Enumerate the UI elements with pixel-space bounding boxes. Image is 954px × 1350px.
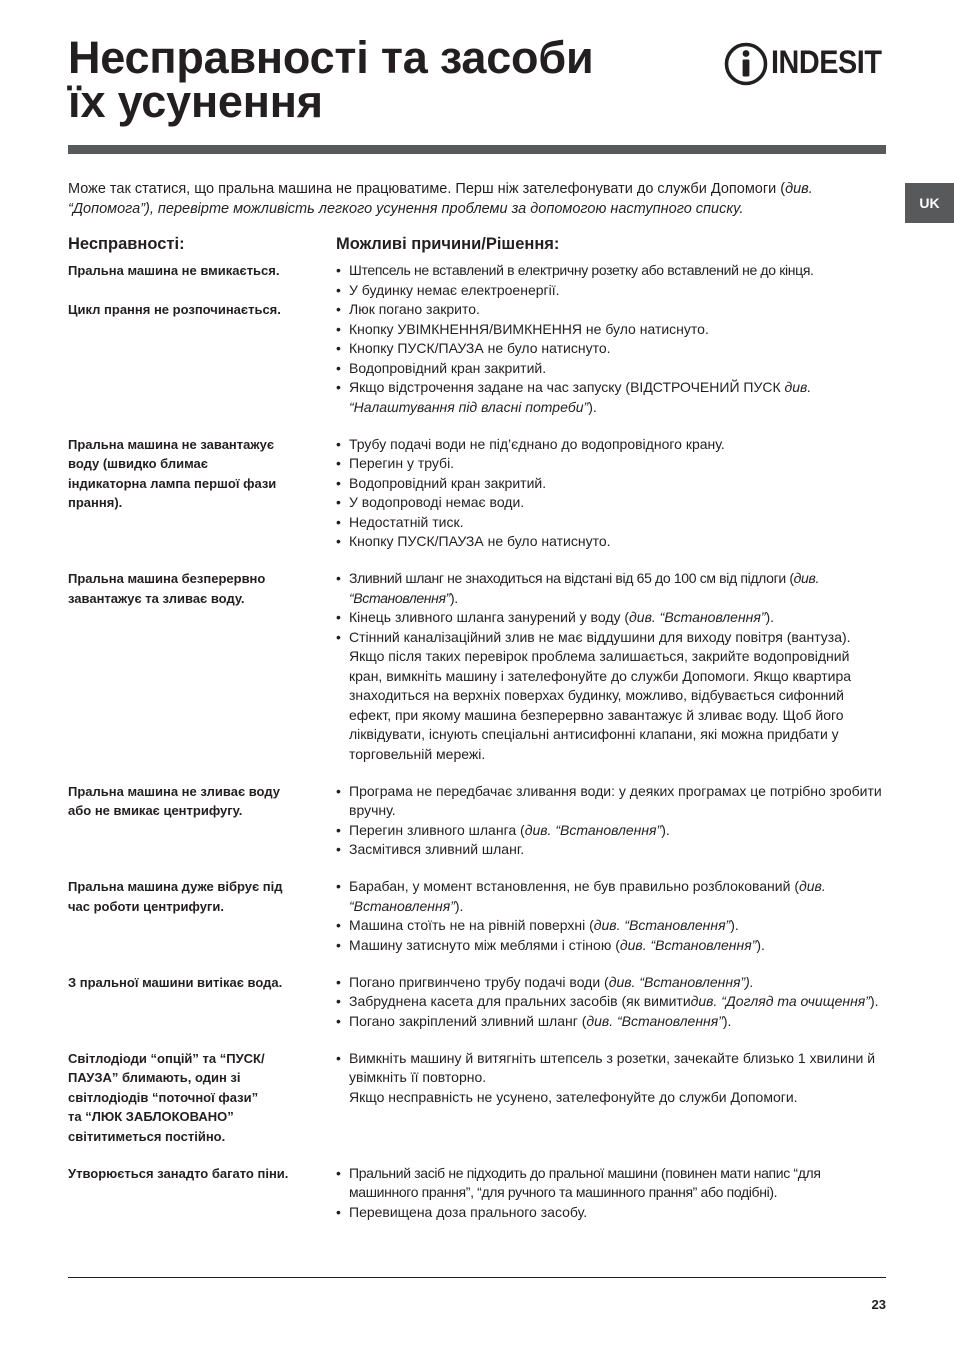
cause-text	[349, 1012, 883, 1032]
cause-list	[336, 973, 883, 1032]
problem-text: З пральної машини витікає вода.	[68, 974, 283, 990]
cause-text	[349, 454, 883, 474]
text-segment: Програма не передбачає зливання води: у деяких програмах це потрібно зробити вручну.	[349, 782, 882, 818]
bullet-icon: •	[336, 570, 341, 586]
cause-text	[349, 513, 883, 533]
cross-reference: див. “Догляд та очищення”	[690, 993, 870, 1009]
problem-text: Пральна машина дуже вібрує під час роботи центрифуги.	[68, 879, 283, 914]
cause-text	[349, 628, 883, 648]
text-segment: Якщо несправність не усунено, зателефонуйте до служби Допомоги.	[349, 1088, 798, 1105]
cause-list	[336, 435, 883, 552]
bullet-icon: •	[336, 301, 341, 317]
cause-item	[336, 877, 883, 916]
text-segment: Перевищена доза прального засобу.	[349, 1203, 588, 1220]
bullet-icon: •	[336, 841, 341, 857]
text-segment: Кнопку ПУСК/ПАУЗА не було натиснуто.	[349, 533, 611, 549]
cross-reference: див. “Допомога”), перевірте можливість легкого усунення проблеми за допомогою наступного списку.	[68, 181, 813, 217]
cause-item	[336, 300, 883, 320]
cause-text	[349, 973, 883, 993]
bullet-icon: •	[336, 993, 341, 1009]
cross-reference: див. “Встановлення”	[619, 936, 757, 953]
cause-item	[336, 992, 883, 1012]
cause-text	[349, 339, 883, 359]
cause-item	[336, 261, 883, 281]
cause-item	[336, 474, 883, 494]
text-segment: Засмітився зливний шланг.	[349, 841, 525, 857]
brand-name: INDESIT	[771, 44, 882, 80]
problem-text: Утворюється занадто багато піни.	[68, 1165, 289, 1181]
bullet-icon: •	[336, 1012, 341, 1029]
cross-reference: див. “Встановлення”).	[608, 973, 754, 990]
bullet-icon: •	[336, 1164, 341, 1181]
text-segment: Люк погано закрито.	[349, 301, 480, 317]
cause-item	[336, 569, 883, 608]
bullet-icon: •	[336, 782, 341, 799]
text-segment: ).	[869, 993, 879, 1009]
bullet-icon: •	[336, 609, 341, 625]
text-segment: ).	[765, 609, 775, 625]
text-segment: Погано пригвинчено трубу подачі води (	[349, 973, 609, 990]
troubleshooting-row	[68, 877, 886, 955]
cause-item	[336, 281, 883, 301]
cross-reference: див. “Встановлення”	[586, 1012, 723, 1029]
text-segment: Трубу подачі води не під’єднано до водопровідного крану.	[349, 435, 725, 452]
cause-text	[349, 877, 883, 916]
indesit-logo-icon	[724, 42, 768, 86]
problem-text: Пральна машина не зливає воду або не вмикає центрифугу.	[68, 783, 280, 818]
column-header-problems: Несправності:	[68, 235, 185, 253]
text-segment: ).	[730, 917, 739, 933]
problem-text: Пральна машина не завантажує воду (швидко блимає індикаторна лампа першої фази прання).	[68, 436, 277, 510]
cause-text	[349, 647, 883, 764]
text-segment: ).	[661, 821, 670, 838]
text-segment: Погано закріплений зливний шланг (	[349, 1012, 587, 1029]
cross-reference: див. “Встановлення”	[593, 917, 731, 933]
column-headers	[68, 234, 886, 254]
column-header-solutions: Можливі причини/Рішення:	[336, 235, 560, 253]
cause-text	[349, 608, 883, 628]
cause-item	[336, 320, 883, 340]
text-segment: ).	[722, 1012, 732, 1029]
cause-list	[336, 782, 883, 860]
page-number: 23	[871, 1297, 886, 1312]
text-segment: Якщо після таких перевірок проблема залишається, закрийте водопровідний кран, вимкніть машину і зателефонуйте до служби Допомоги. Якщо квартира знаходиться на верхніх поверхах будинку, можливо, відбувається сифонний ефект, при якому машина безперервно завантажує й зливає воду. Щоб його ліквідувати, існують спеціальні антисифонні клапани, які можна придбати у торговельній мережі.	[349, 648, 852, 762]
cause-text	[349, 532, 883, 552]
text-segment: ).	[756, 936, 765, 953]
page-title-line-2: їх усунення	[68, 76, 323, 127]
bullet-icon: •	[336, 340, 341, 356]
cause-list	[336, 300, 883, 417]
cause-item	[336, 821, 883, 841]
cause-item	[336, 1049, 883, 1088]
troubleshooting-table	[68, 234, 886, 1240]
bullet-icon: •	[336, 533, 341, 549]
bullet-icon: •	[336, 628, 341, 645]
text-segment: Штепсель не вставлений в електричну розетку або вставлений не до кінця.	[349, 262, 814, 278]
troubleshooting-row	[68, 435, 886, 552]
bullet-icon: •	[336, 494, 341, 510]
text-segment: ).	[454, 897, 464, 914]
cause-text	[349, 281, 883, 301]
problem-text: Цикл прання не розпочинається.	[68, 302, 281, 317]
cause-text	[349, 1088, 883, 1108]
text-segment: Кінець зливного шланга занурений у воду (	[349, 609, 630, 625]
text-segment: У будинку немає електроенергії.	[349, 281, 560, 298]
troubleshooting-row	[68, 569, 886, 764]
cause-text	[349, 936, 883, 956]
text-segment: Зливний шланг не знаходиться на відстані від 65 до 100 см від підлоги (	[349, 570, 794, 586]
cause-item	[336, 916, 883, 936]
text-segment: Перегин у трубі.	[349, 455, 455, 471]
cause-text	[349, 359, 883, 379]
cause-text	[349, 261, 883, 281]
cause-text	[349, 992, 883, 1012]
cause-item	[336, 1012, 883, 1032]
cause-text	[349, 1049, 883, 1088]
cause-item	[336, 628, 883, 648]
bullet-icon: •	[336, 435, 341, 452]
cause-text	[349, 435, 883, 455]
intro-text	[68, 180, 886, 219]
troubleshooting-row	[68, 1164, 886, 1223]
page-title	[68, 32, 594, 127]
cause-text	[349, 1203, 883, 1223]
bullet-icon: •	[336, 379, 341, 395]
bullet-icon: •	[336, 1203, 341, 1220]
text-segment: ).	[588, 398, 597, 415]
troubleshooting-rows	[68, 261, 886, 1222]
bullet-icon: •	[336, 455, 341, 471]
text-segment: Кнопку ПУСК/ПАУЗА не було натиснуто.	[349, 340, 611, 356]
bullet-icon: •	[336, 917, 341, 933]
title-divider-bar	[68, 145, 886, 154]
cause-text	[349, 569, 883, 608]
text-segment: Пральний засіб не підходить до пральної машини (повинен мати напис “для машинного прання”, “для ручного та машинного прання” або подібні).	[349, 1164, 821, 1200]
footer-divider	[68, 1277, 886, 1278]
cause-note	[336, 647, 883, 764]
cause-text	[349, 474, 883, 494]
troubleshooting-row	[68, 782, 886, 860]
problem-text: Пральна машина безперервно завантажує та зливає воду.	[68, 571, 266, 606]
cause-text	[349, 821, 883, 841]
cause-list	[336, 877, 883, 955]
bullet-icon: •	[336, 936, 341, 953]
cause-item	[336, 513, 883, 533]
cause-list	[336, 569, 883, 764]
text-segment: Вимкніть машину й витягніть штепсель з розетки, зачекайте близько 1 хвилини й увімкніть її повторно.	[349, 1049, 876, 1085]
cause-item	[336, 378, 883, 417]
cause-text	[349, 840, 883, 860]
text-segment: Водопровідний кран закритий.	[349, 474, 547, 491]
cause-text	[349, 320, 883, 340]
bullet-icon: •	[336, 821, 341, 838]
cause-text	[349, 1164, 883, 1203]
problem-text: Світлодіоди “опцій” та “ПУСК/ ПАУЗА” блимають, один зі світлодіодів “поточної фази” та “ЛЮК ЗАБЛОКОВАНО” світитиметься постійно.	[68, 1050, 265, 1144]
page-title-line-1: Несправності та засоби	[68, 32, 594, 83]
troubleshooting-row	[68, 261, 886, 300]
cause-item	[336, 840, 883, 860]
text-segment: Барабан, у момент встановлення, не був правильно розблокований (	[349, 878, 799, 894]
bullet-icon: •	[336, 474, 341, 491]
cause-list	[336, 1049, 883, 1147]
cause-item	[336, 1203, 883, 1223]
text-segment: Водопровідний кран закритий.	[349, 359, 547, 376]
text-segment: Забруднена касета для пральних засобів (як вимити	[349, 993, 691, 1009]
cause-item	[336, 532, 883, 552]
cause-item	[336, 359, 883, 379]
cross-reference: див. “Встановлення”	[349, 570, 819, 606]
cause-item	[336, 1164, 883, 1203]
text-segment: Перегин зливного шланга (	[349, 821, 525, 838]
cause-item	[336, 454, 883, 474]
text-segment: Недостатній тиск.	[349, 513, 464, 530]
text-segment: У водопроводі немає води.	[349, 494, 525, 510]
cause-item	[336, 339, 883, 359]
cause-note	[336, 1088, 883, 1108]
text-segment: Якщо відстрочення задане на час запуску (ВІДСТРОЧЕНИЙ ПУСК	[349, 379, 785, 395]
troubleshooting-row	[68, 300, 886, 417]
bullet-icon: •	[336, 513, 341, 530]
bullet-icon: •	[336, 973, 341, 990]
cause-text	[349, 378, 883, 417]
cause-text	[349, 782, 883, 821]
text-segment: Машину затиснуто між меблями і стіною (	[349, 936, 620, 953]
cross-reference: див. “Встановлення”	[349, 878, 826, 914]
cross-reference: див. “Встановлення”	[524, 821, 662, 838]
cause-item	[336, 493, 883, 513]
cross-reference: див. “Встановлення”	[629, 609, 766, 625]
bullet-icon: •	[336, 281, 341, 298]
cause-text	[349, 493, 883, 513]
cause-text	[349, 300, 883, 320]
text-segment: Стінний каналізаційний злив не має віддушини для виходу повітря (вантуза).	[349, 628, 851, 645]
troubleshooting-row	[68, 1049, 886, 1147]
cause-item	[336, 973, 883, 993]
text-segment: Машина стоїть не на рівній поверхні (	[349, 917, 594, 933]
cause-list	[336, 1164, 883, 1223]
cause-text	[349, 916, 883, 936]
cross-reference: див. “Налаштування під власні потреби”	[349, 379, 812, 415]
cause-item	[336, 936, 883, 956]
troubleshooting-row	[68, 973, 886, 1032]
text-segment: Може так статися, що пральна машина не працюватиме. Перш ніж зателефонувати до служби Допомоги (	[68, 181, 786, 197]
bullet-icon: •	[336, 320, 341, 337]
language-tab: UK	[905, 183, 954, 223]
cause-item	[336, 608, 883, 628]
bullet-icon: •	[336, 1049, 341, 1066]
bullet-icon: •	[336, 262, 341, 278]
problem-text: Пральна машина не вмикається.	[68, 263, 280, 278]
cause-item	[336, 435, 883, 455]
cause-list	[336, 261, 883, 300]
text-segment: ).	[449, 589, 458, 606]
text-segment: Кнопку УВІМКНЕННЯ/ВИМКНЕННЯ не було натиснуто.	[349, 320, 709, 337]
bullet-icon: •	[336, 878, 341, 894]
bullet-icon: •	[336, 359, 341, 376]
cause-item	[336, 782, 883, 821]
